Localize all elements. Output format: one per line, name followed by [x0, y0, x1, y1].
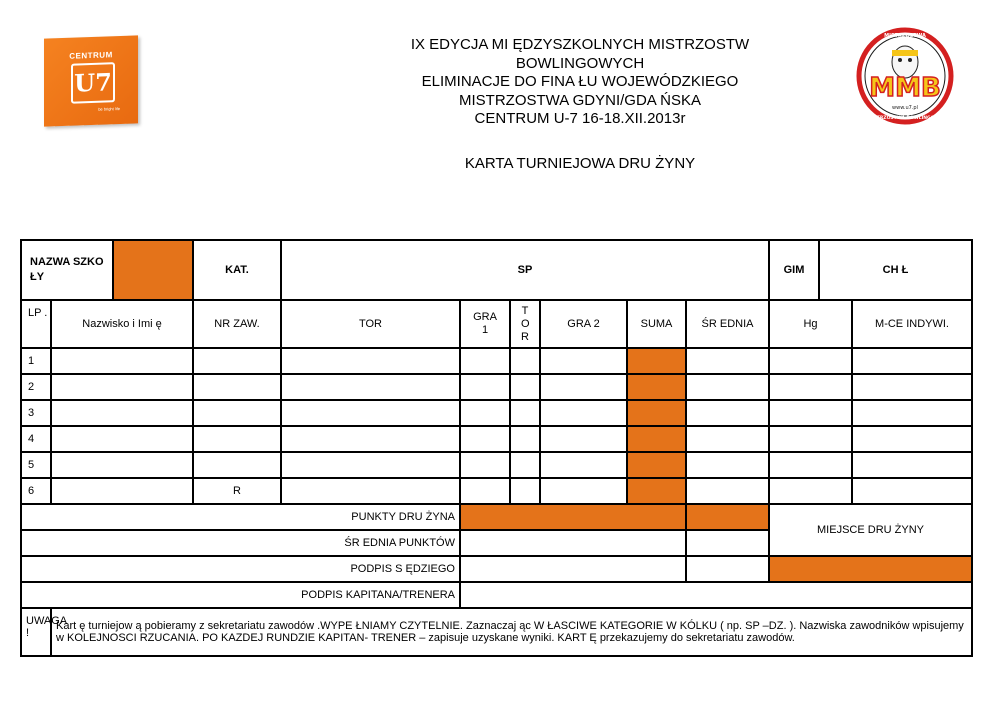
player-gra1-cell[interactable] [460, 452, 510, 478]
tournament-card-table [20, 239, 973, 657]
player-lp: 1 [21, 348, 51, 374]
team-place-field[interactable] [769, 556, 972, 582]
points-average-label: ŚR EDNIA PUNKTÓW [21, 530, 460, 556]
category-label: KAT. [193, 240, 281, 300]
player-mce-cell[interactable] [852, 452, 972, 478]
player-tor2-cell[interactable] [510, 452, 540, 478]
col-nazwisko: Nazwisko i Imi ę [51, 300, 193, 348]
player-name-cell[interactable] [51, 400, 193, 426]
player-nr-cell[interactable] [193, 426, 281, 452]
player-tor2-cell[interactable] [510, 426, 540, 452]
header-line-2: BOWLINGOWYCH [515, 54, 645, 72]
player-srednia-cell[interactable] [686, 452, 769, 478]
player-mce-cell[interactable] [852, 374, 972, 400]
player-tor-cell[interactable] [281, 478, 460, 504]
player-suma-cell[interactable] [627, 478, 686, 504]
player-gra2-cell[interactable] [540, 478, 627, 504]
player-gra2-cell[interactable] [540, 426, 627, 452]
team-points-average-field[interactable] [686, 504, 769, 530]
col-hg: Hg [769, 300, 852, 348]
col-tor: TOR [281, 300, 460, 348]
player-gra1-cell[interactable] [460, 400, 510, 426]
player-nr-cell[interactable] [193, 400, 281, 426]
category-gim[interactable]: GIM [769, 240, 819, 300]
logo-u7-sub-text: be bright life [98, 105, 120, 112]
header-line-4: MISTRZOSTWA GDYNI/GDA ŃSKA [459, 91, 701, 109]
player-row [21, 478, 972, 504]
captain-signature-field[interactable] [460, 582, 972, 608]
player-gra2-cell[interactable] [540, 374, 627, 400]
mmb-url: www.u7.pl [892, 105, 918, 111]
player-gra2-cell[interactable] [540, 348, 627, 374]
player-tor-cell[interactable] [281, 426, 460, 452]
col-gra1: GRA 1 [460, 300, 510, 348]
player-suma-cell[interactable] [627, 348, 686, 374]
captain-signature-row [21, 582, 972, 608]
player-name-cell[interactable] [51, 452, 193, 478]
player-gra2-cell[interactable] [540, 400, 627, 426]
centrum-u7-logo [44, 35, 138, 126]
player-tor2-cell[interactable] [510, 400, 540, 426]
player-tor-cell[interactable] [281, 452, 460, 478]
player-row [21, 348, 972, 374]
team-points-label: PUNKTY DRU ŻYNA [21, 504, 460, 530]
mmb-letters: MMB [869, 73, 941, 103]
player-tor2-cell[interactable] [510, 374, 540, 400]
category-row [21, 240, 972, 300]
referee-signature-row [21, 556, 972, 582]
player-lp: 4 [21, 426, 51, 452]
player-mce-cell[interactable] [852, 400, 972, 426]
col-mce: M-CE INDYWI. [852, 300, 972, 348]
referee-signature-field[interactable] [460, 556, 686, 582]
note-row [21, 608, 972, 656]
player-lp: 3 [21, 400, 51, 426]
player-mce-cell[interactable] [852, 426, 972, 452]
col-srednia: ŚR EDNIA [686, 300, 769, 348]
col-nr-zaw: NR ZAW. [193, 300, 281, 348]
player-lp: 2 [21, 374, 51, 400]
player-tor-cell[interactable] [281, 374, 460, 400]
player-srednia-cell[interactable] [686, 374, 769, 400]
player-nr-cell[interactable] [193, 374, 281, 400]
mmb-arc-bottom: MISTRZOSTWA BOWLINGOWE [867, 116, 943, 121]
col-tor-2: T O R [510, 300, 540, 348]
player-hg-cell[interactable] [769, 374, 852, 400]
player-srednia-cell[interactable] [686, 426, 769, 452]
category-chl[interactable]: CH Ł [819, 240, 972, 300]
player-name-cell[interactable] [51, 348, 193, 374]
points-average-extra-field[interactable] [686, 530, 769, 556]
player-gra1-cell[interactable] [460, 426, 510, 452]
player-gra2-cell[interactable] [540, 452, 627, 478]
col-suma: SUMA [627, 300, 686, 348]
player-row [21, 374, 972, 400]
player-tor2-cell[interactable] [510, 478, 540, 504]
referee-signature-extra-field[interactable] [686, 556, 769, 582]
school-name-field[interactable] [113, 240, 193, 300]
player-mce-cell[interactable] [852, 478, 972, 504]
player-tor2-cell[interactable] [510, 348, 540, 374]
player-lp: 6 [21, 478, 51, 504]
team-place-label: MIEJSCE DRU ŻYNY [769, 504, 972, 556]
player-hg-cell[interactable] [769, 426, 852, 452]
col-lp: LP . [21, 300, 51, 348]
player-name-cell[interactable] [51, 478, 193, 504]
player-lp: 5 [21, 452, 51, 478]
document-subtitle: KARTA TURNIEJOWA DRU ŻYNY [464, 154, 696, 172]
captain-signature-label: PODPIS KAPITANA/TRENERA [21, 582, 460, 608]
team-points-field[interactable] [460, 504, 686, 530]
note-text: Kart ę turniejow ą pobieramy z sekretariatu zawodów .WYPE ŁNIAMY CZYTELNIE. Zaznaczaj ąc W ŁASCIWE KATEGORIE W KÓLKU ( np. SP –DZ. ). Nazwiska zawodników wpisujemy w KOLEJNOSCI RZUCANIA. PO KAZDEJ RUNDZIE KAPITAN- TRENER – zapisuje uzyskane wyniki. KART Ę przekazujemy do sekretariatu zawodów. [51, 608, 972, 656]
mmb-arc-top: MISTRZOSTWA [884, 33, 926, 39]
player-nr-cell[interactable] [193, 348, 281, 374]
player-row [21, 452, 972, 478]
player-suma-cell[interactable] [627, 400, 686, 426]
school-name-label: NAZWA SZKO ŁY [21, 240, 113, 300]
player-hg-cell[interactable] [769, 478, 852, 504]
mmb-logo [850, 26, 960, 126]
note-label: UWAGA ! [21, 608, 51, 656]
player-suma-cell[interactable] [627, 426, 686, 452]
player-row [21, 400, 972, 426]
player-hg-cell[interactable] [769, 400, 852, 426]
player-srednia-cell[interactable] [686, 478, 769, 504]
header-line-3: ELIMINACJE DO FINA ŁU WOJEWÓDZKIEGO [421, 73, 739, 90]
column-header-row [21, 300, 972, 348]
category-sp[interactable]: SP [281, 240, 769, 300]
player-nr-cell[interactable]: R [193, 478, 281, 504]
col-gra2: GRA 2 [540, 300, 627, 348]
player-gra1-cell[interactable] [460, 374, 510, 400]
document-header [330, 36, 830, 173]
player-srednia-cell[interactable] [686, 348, 769, 374]
player-name-cell[interactable] [51, 426, 193, 452]
player-gra1-cell[interactable] [460, 478, 510, 504]
points-average-field[interactable] [460, 530, 686, 556]
team-points-row [21, 504, 972, 530]
player-row [21, 426, 972, 452]
referee-signature-label: PODPIS S ĘDZIEGO [21, 556, 460, 582]
logo-u7-top-text: CENTRUM [69, 50, 113, 61]
player-tor-cell[interactable] [281, 348, 460, 374]
player-suma-cell[interactable] [627, 374, 686, 400]
player-gra1-cell[interactable] [460, 348, 510, 374]
player-hg-cell[interactable] [769, 348, 852, 374]
logo-u7-main-text: U7 [71, 62, 115, 104]
player-name-cell[interactable] [51, 374, 193, 400]
player-suma-cell[interactable] [627, 452, 686, 478]
header-line-5: CENTRUM U-7 16-18.XII.2013r [474, 110, 686, 127]
player-tor-cell[interactable] [281, 400, 460, 426]
player-nr-cell[interactable] [193, 452, 281, 478]
player-srednia-cell[interactable] [686, 400, 769, 426]
player-hg-cell[interactable] [769, 452, 852, 478]
header-line-1: IX EDYCJA MI ĘDZYSZKOLNYCH MISTRZOSTW [410, 36, 750, 53]
player-mce-cell[interactable] [852, 348, 972, 374]
